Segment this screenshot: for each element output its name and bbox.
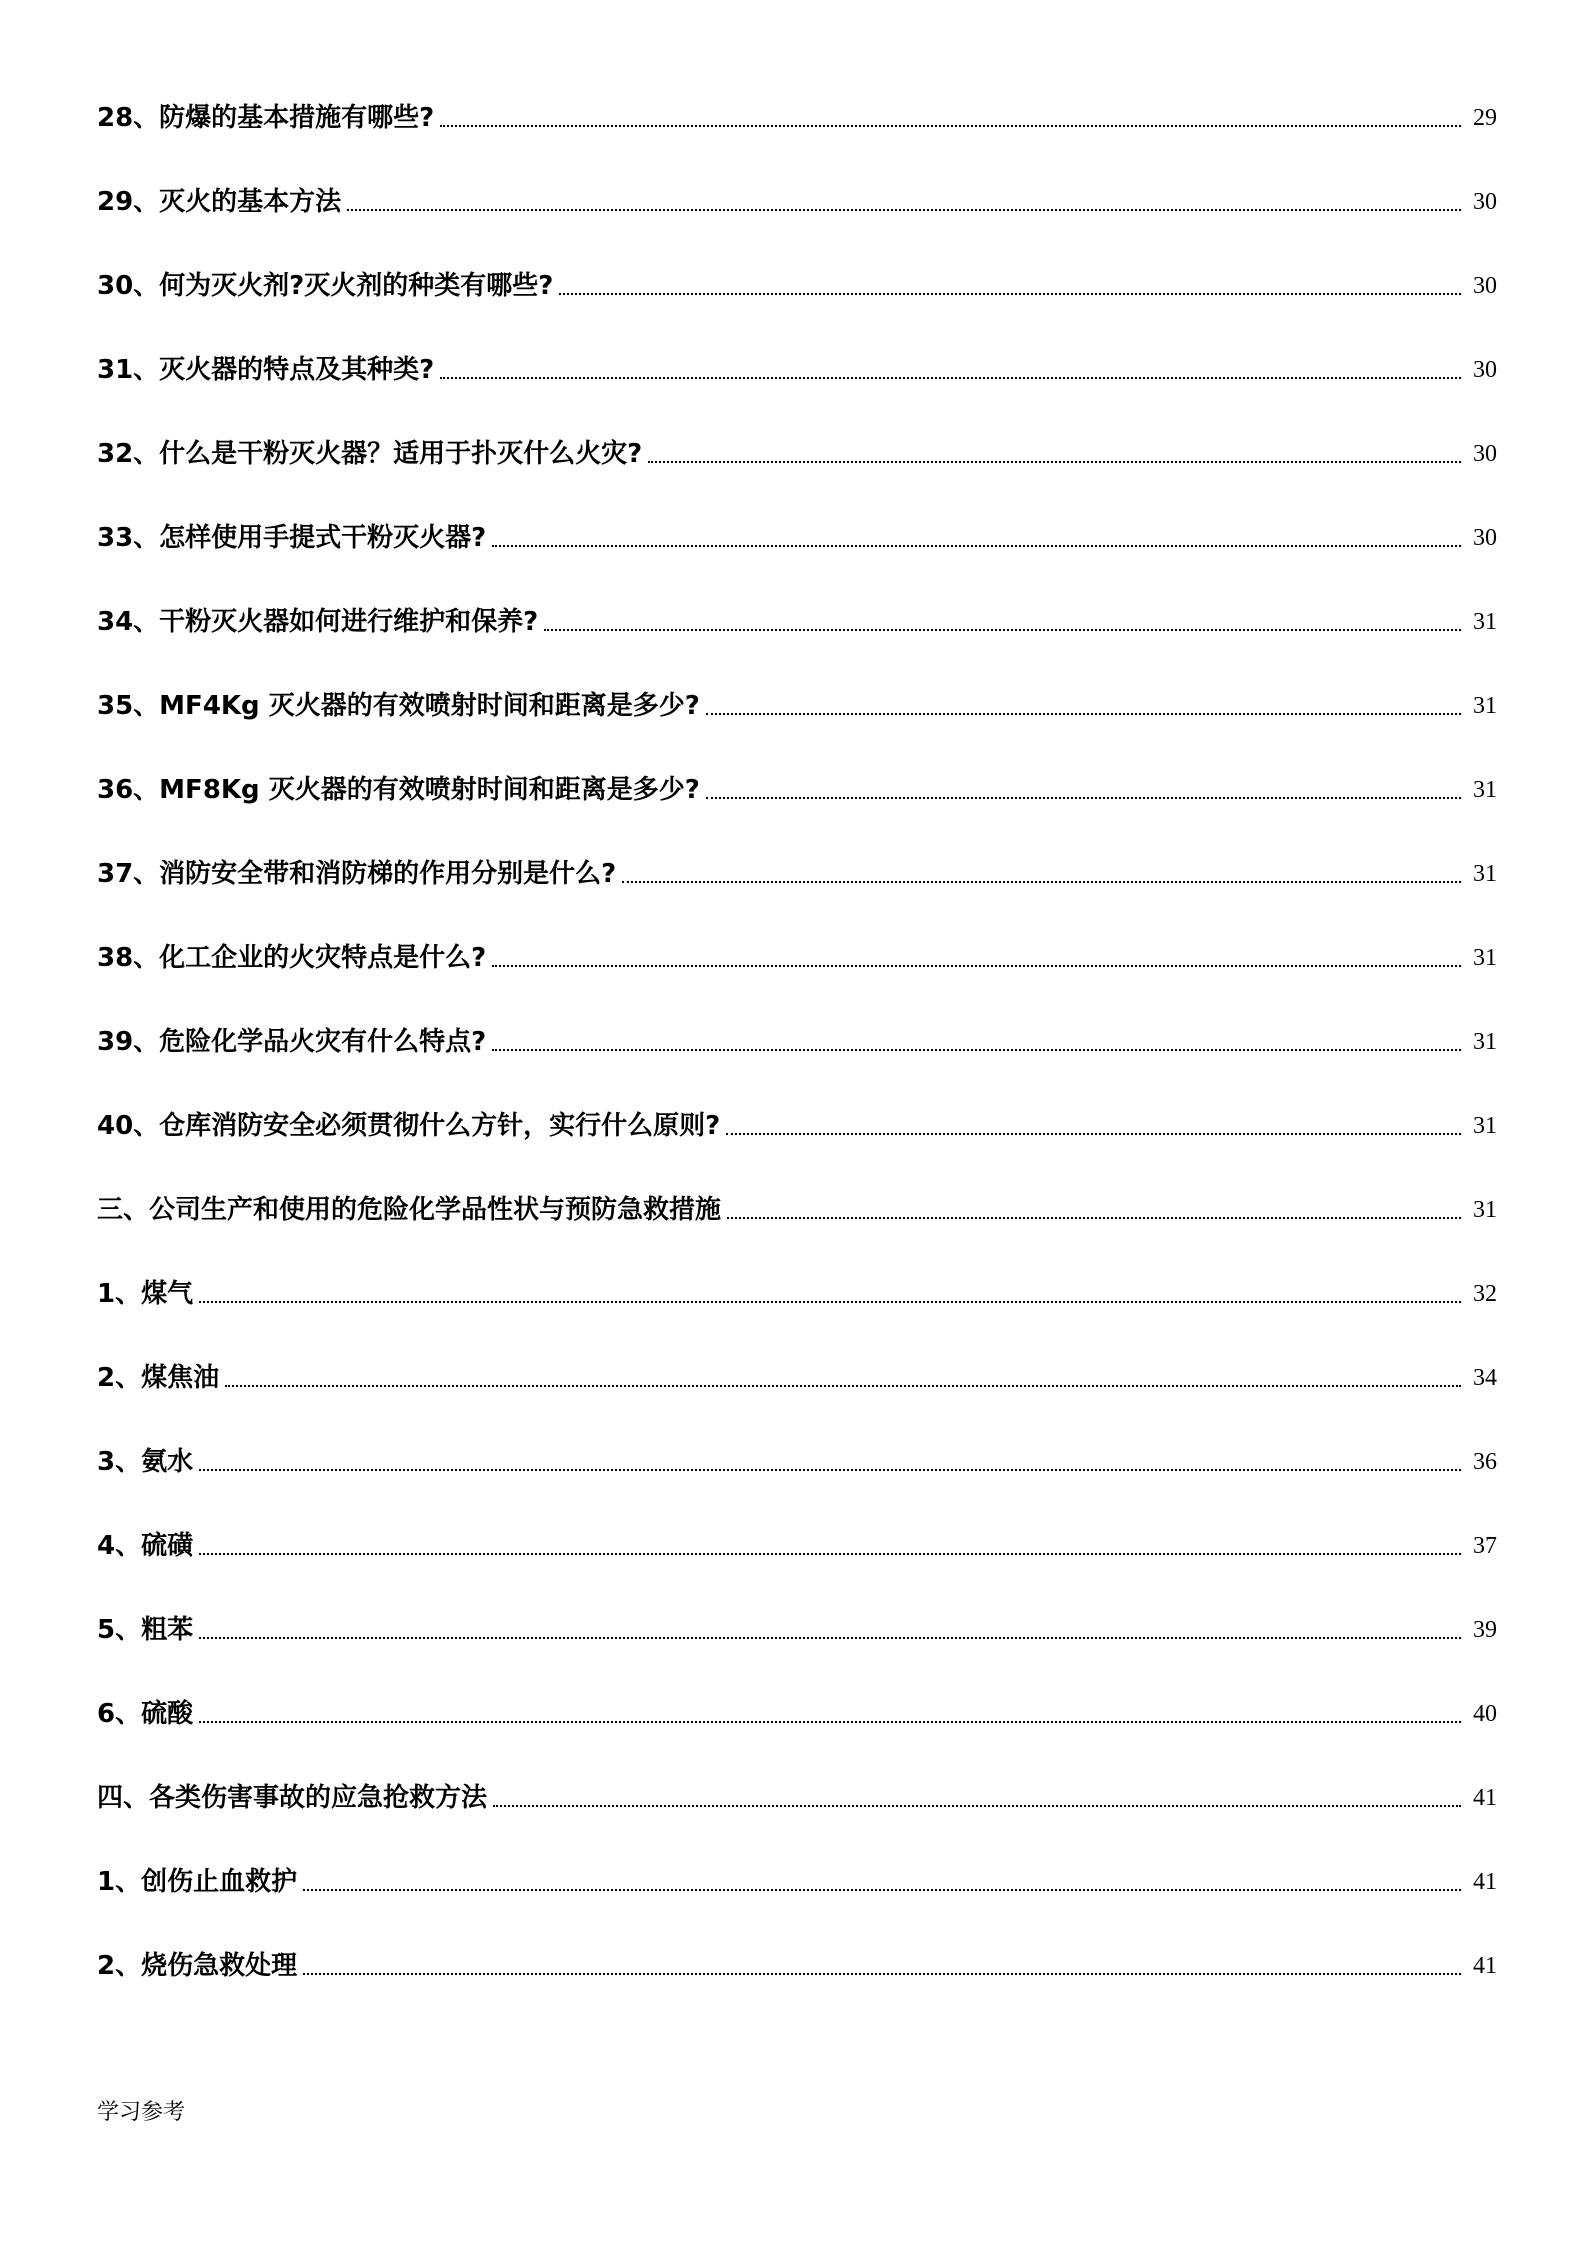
toc-entry[interactable]	[97, 1816, 1497, 1900]
toc-entry-page: 31	[1473, 609, 1497, 635]
toc-entry-page: 31	[1473, 861, 1497, 887]
toc-section-entry[interactable]	[97, 1732, 1497, 1816]
toc-entry-page: 31	[1473, 1113, 1497, 1139]
toc-dot-leader	[225, 1385, 1461, 1387]
toc-entry[interactable]	[97, 472, 1497, 556]
toc-entry-title: 31、灭火器的特点及其种类?	[97, 355, 435, 385]
table-of-contents	[97, 96, 1497, 1984]
toc-dot-leader	[199, 1469, 1461, 1471]
toc-dot-leader	[726, 1133, 1461, 1135]
toc-section-entry[interactable]	[97, 1144, 1497, 1228]
toc-entry-title: 4、硫磺	[97, 1531, 194, 1561]
toc-entry-page: 41	[1473, 1785, 1497, 1811]
toc-entry-title: 37、消防安全带和消防梯的作用分别是什么?	[97, 859, 617, 889]
toc-entry[interactable]	[97, 1480, 1497, 1564]
toc-dot-leader	[492, 545, 1461, 547]
toc-entry-title: 33、怎样使用手提式干粉灭火器?	[97, 523, 487, 553]
toc-dot-leader	[706, 797, 1461, 799]
toc-dot-leader	[347, 209, 1461, 211]
toc-entry-page: 36	[1473, 1449, 1497, 1475]
toc-entry-page: 29	[1473, 105, 1497, 131]
toc-dot-leader	[559, 293, 1461, 295]
toc-dot-leader	[199, 1553, 1461, 1555]
toc-entry[interactable]	[97, 976, 1497, 1060]
toc-entry-page: 31	[1473, 693, 1497, 719]
toc-dot-leader	[199, 1721, 1461, 1723]
toc-entry[interactable]	[97, 1312, 1497, 1396]
toc-entry-title: 39、危险化学品火灾有什么特点?	[97, 1027, 487, 1057]
toc-entry-page: 30	[1473, 189, 1497, 215]
toc-entry-page: 39	[1473, 1617, 1497, 1643]
toc-dot-leader	[199, 1301, 1461, 1303]
toc-dot-leader	[492, 1049, 1461, 1051]
toc-entry-title: 5、粗苯	[97, 1615, 194, 1645]
toc-entry-title: 2、烧伤急救处理	[97, 1951, 298, 1981]
toc-entry[interactable]	[97, 1396, 1497, 1480]
toc-entry-title: 30、何为灭火剂?灭火剂的种类有哪些?	[97, 271, 554, 301]
toc-entry-page: 40	[1473, 1701, 1497, 1727]
toc-entry[interactable]	[97, 220, 1497, 304]
toc-entry-title: 6、硫酸	[97, 1699, 194, 1729]
toc-entry[interactable]	[97, 1228, 1497, 1312]
toc-entry-page: 30	[1473, 441, 1497, 467]
toc-entry-page: 32	[1473, 1281, 1497, 1307]
toc-entry[interactable]	[97, 1900, 1497, 1984]
toc-entry[interactable]	[97, 1648, 1497, 1732]
toc-entry-title: 2、煤焦油	[97, 1363, 220, 1393]
toc-entry[interactable]	[97, 304, 1497, 388]
toc-dot-leader	[727, 1217, 1461, 1219]
toc-entry-title: 三、公司生产和使用的危险化学品性状与预防急救措施	[97, 1195, 722, 1225]
toc-entry[interactable]	[97, 724, 1497, 808]
toc-entry-title: 28、防爆的基本措施有哪些?	[97, 103, 435, 133]
toc-entry-page: 31	[1473, 777, 1497, 803]
toc-entry-title: 1、创伤止血救护	[97, 1867, 298, 1897]
toc-dot-leader	[199, 1637, 1461, 1639]
toc-entry-title: 35、MF4Kg 灭火器的有效喷射时间和距离是多少?	[97, 691, 700, 721]
toc-dot-leader	[303, 1973, 1461, 1975]
toc-entry-title: 34、干粉灭火器如何进行维护和保养?	[97, 607, 539, 637]
toc-entry-title: 四、各类伤害事故的应急抢救方法	[97, 1783, 488, 1813]
toc-entry-page: 31	[1473, 945, 1497, 971]
toc-entry[interactable]	[97, 640, 1497, 724]
toc-dot-leader	[544, 629, 1461, 631]
toc-entry[interactable]	[97, 556, 1497, 640]
toc-entry[interactable]	[97, 96, 1497, 136]
toc-dot-leader	[648, 461, 1461, 463]
toc-entry-title: 32、什么是干粉灭火器？适用于扑灭什么火灾?	[97, 439, 643, 469]
toc-dot-leader	[303, 1889, 1461, 1891]
toc-dot-leader	[440, 125, 1461, 127]
toc-entry-page: 30	[1473, 525, 1497, 551]
toc-entry-page: 31	[1473, 1029, 1497, 1055]
toc-entry-title: 1、煤气	[97, 1279, 194, 1309]
toc-entry-page: 41	[1473, 1953, 1497, 1979]
toc-entry[interactable]	[97, 388, 1497, 472]
toc-entry-page: 37	[1473, 1533, 1497, 1559]
toc-entry-title: 40、仓库消防安全必须贯彻什么方针，实行什么原则?	[97, 1111, 721, 1141]
toc-entry-page: 31	[1473, 1197, 1497, 1223]
toc-dot-leader	[622, 881, 1461, 883]
toc-dot-leader	[706, 713, 1461, 715]
toc-dot-leader	[493, 1805, 1461, 1807]
toc-dot-leader	[492, 965, 1461, 967]
toc-entry-title: 29、灭火的基本方法	[97, 187, 342, 217]
toc-entry[interactable]	[97, 808, 1497, 892]
toc-entry[interactable]	[97, 892, 1497, 976]
toc-dot-leader	[440, 377, 1461, 379]
toc-entry[interactable]	[97, 1564, 1497, 1648]
toc-entry-page: 30	[1473, 357, 1497, 383]
toc-entry-page: 34	[1473, 1365, 1497, 1391]
toc-entry-page: 41	[1473, 1869, 1497, 1895]
toc-entry[interactable]	[97, 136, 1497, 220]
toc-entry-page: 30	[1473, 273, 1497, 299]
toc-entry-title: 36、MF8Kg 灭火器的有效喷射时间和距离是多少?	[97, 775, 700, 805]
toc-entry[interactable]	[97, 1060, 1497, 1144]
toc-entry-title: 3、氨水	[97, 1447, 194, 1477]
page-footer: 学习参考	[97, 2100, 186, 2125]
toc-entry-title: 38、化工企业的火灾特点是什么?	[97, 943, 487, 973]
